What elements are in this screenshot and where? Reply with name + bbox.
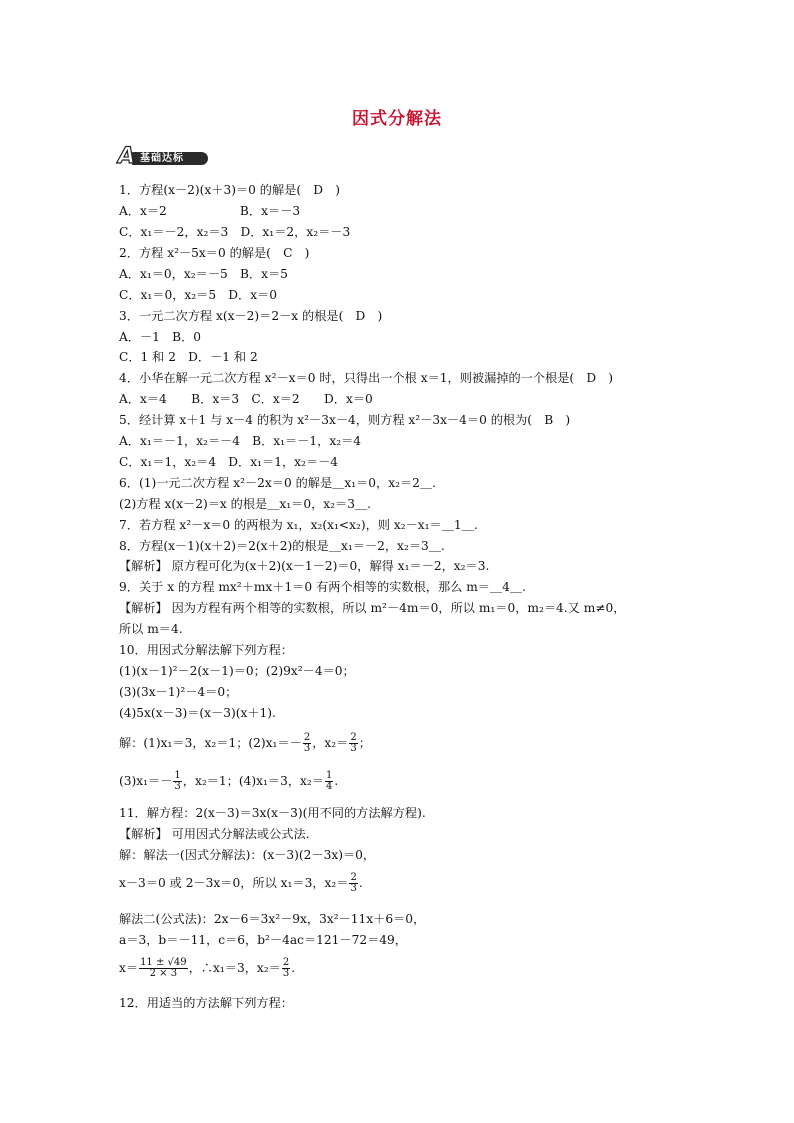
question-8: 8．方程(x－1)(x＋2)＝2(x＋2)的根是＿x₁＝－2，x₂＝3＿. — [119, 539, 445, 553]
question-7: 7．若方程 x²－x＝0 的两根为 x₁，x₂(x₁<x₂)，则 x₂－x₁＝＿1＿. — [119, 518, 478, 532]
question-9: 9．关于 x 的方程 mx²＋mx＋1＝0 有两个相等的实数根，那么 m＝＿4＿. — [119, 580, 526, 594]
question-1: 1．方程(x－2)(x＋3)＝0 的解是( D ) — [119, 183, 340, 197]
question-11-method-1-result: x－3＝0 或 2－3x＝0，所以 x₁＝3，x₂＝ $\frac{2}{3}$ . — [119, 872, 363, 894]
question-10-solution-1: 解：(1)x₁＝3，x₂＝1；(2)x₁＝－ $\frac{2}{3}$ ，x₂＝ $\frac{2}{3}$ ； — [119, 732, 371, 754]
question-8-analysis: 【解析】 原方程可化为(x＋2)(x－1－2)＝0，解得 x₁＝－2，x₂＝3. — [119, 559, 490, 573]
question-5-options-cd: C．x₁＝1，x₂＝4 D．x₁＝1，x₂＝－4 — [119, 455, 339, 469]
question-11-formula: x＝ $\frac{11 \pm √49}{2 \times 3}$ ，∴x₁＝3，x₂＝ $\frac{2}{3}$ . — [119, 957, 296, 979]
question-4-options: A．x＝4 B．x＝3 C．x＝2 D．x＝0 — [119, 392, 373, 406]
fraction: $\frac{2}{3}$ — [303, 732, 311, 754]
question-3-options-ab: A．－1 B．0 — [119, 330, 202, 344]
section-badge-bar — [132, 152, 208, 165]
question-11: 11．解方程：2(x－3)＝3x(x－3)(用不同的方法解方程). — [119, 806, 426, 820]
question-9-analysis: 【解析】 因为方程有两个相等的实数根，所以 m²－4m＝0，所以 m₁＝0，m₂＝4.又 m≠0， — [119, 601, 626, 615]
question-3: 3．一元二次方程 x(x－2)＝2－x 的根是( D ) — [119, 309, 383, 323]
question-1-options-ab: A．x＝2 B．x＝－3 — [119, 204, 301, 218]
question-10-solution-2: (3)x₁＝－ $\frac{1}{3}$ ，x₂＝1；(4)x₁＝3，x₂＝ $\frac{1}{4}$ . — [119, 770, 339, 792]
fraction: $\frac{1}{3}$ — [174, 770, 181, 792]
question-6-part-2: (2)方程 x(x－2)＝x 的根是＿x₁＝0，x₂＝3＿. — [119, 497, 372, 511]
section-badge — [118, 146, 213, 168]
question-2-options-ab: A．x₁＝0，x₂＝－5 B．x＝5 — [119, 267, 288, 281]
question-10-eq-4: (4)5x(x－3)＝(x－3)(x＋1). — [119, 706, 276, 720]
question-10: 10．用因式分解法解下列方程： — [119, 643, 293, 657]
question-12: 12．用适当的方法解下列方程： — [119, 996, 293, 1010]
question-10-eq-3: (3)(3x－1)²－4＝0； — [119, 685, 238, 699]
fraction: $\frac{2}{3}$ — [350, 872, 357, 894]
question-2: 2．方程 x²－5x＝0 的解是( C ) — [119, 246, 310, 260]
question-11-analysis: 【解析】 可用因式分解法或公式法. — [119, 827, 310, 841]
formula-fraction: $\frac{11 \pm √49}{2 \times 3}$ — [140, 957, 187, 979]
question-10-eq-1-2: (1)(x－1)²－2(x－1)＝0；(2)9x²－4＝0； — [119, 664, 355, 678]
question-4: 4．小华在解一元二次方程 x²－x＝0 时，只得出一个根 x＝1，则被漏掉的一个根是( D ) — [119, 371, 614, 385]
question-11-method-2: 解法二(公式法)：2x－6＝3x²－9x，3x²－11x＋6＝0， — [119, 912, 426, 926]
question-11-coefficients: a＝3，b＝－11，c＝6，b²－4ac＝121－72＝49， — [119, 933, 407, 947]
section-badge-label: 基础达标 — [140, 153, 184, 164]
question-5-options-ab: A．x₁＝－1，x₂＝－4 B．x₁＝－1，x₂＝4 — [119, 434, 362, 448]
section-badge-letter: A — [118, 144, 136, 169]
question-6-part-1: 6．(1)一元二次方程 x²－2x＝0 的解是＿x₁＝0，x₂＝2＿. — [119, 476, 436, 490]
question-3-options-cd: C．1 和 2 D．－1 和 2 — [119, 350, 258, 364]
question-2-options-cd: C．x₁＝0，x₂＝5 D．x＝0 — [119, 288, 278, 302]
question-1-options-cd: C．x₁＝－2，x₂＝3 D．x₁＝2，x₂＝－3 — [119, 225, 351, 239]
question-11-method-1: 解：解法一(因式分解法)：(x－3)(2－3x)＝0， — [119, 848, 376, 862]
question-5: 5．经计算 x＋1 与 x－4 的积为 x²－3x－4，则方程 x²－3x－4＝0 的根为( B ) — [119, 413, 571, 427]
page-title: 因式分解法 — [352, 109, 442, 129]
fraction: $\frac{2}{3}$ — [282, 957, 290, 979]
fraction: $\frac{2}{3}$ — [350, 732, 357, 754]
solution-text: 解：(1)x₁＝3，x₂＝1；(2)x₁＝－ — [119, 736, 302, 750]
question-9-analysis-cont: 所以 m＝4. — [119, 622, 183, 636]
fraction: $\frac{1}{4}$ — [325, 770, 333, 792]
